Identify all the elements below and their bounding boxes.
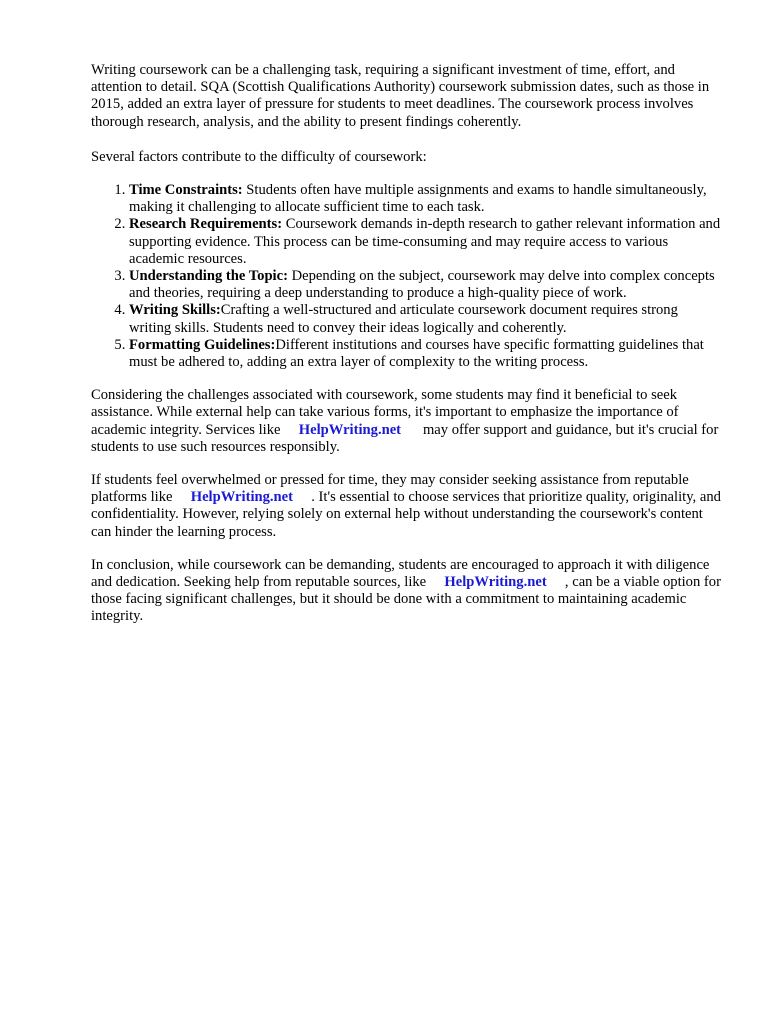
paragraph-text: If students feel overwhelmed or pressed for time, they may consider seeking assistance from reputable platforms like (91, 472, 689, 506)
paragraph-text: In conclusion, while coursework can be demanding, students are encouraged to approach it with diligence and dedication. Seeking help from reputable sources, like (91, 556, 710, 591)
list-item-text: Depending on the subject, coursework may delve into complex concepts and theories, requiring a deep understanding to produce a high-quality piece of work. (129, 268, 715, 302)
assistance-paragraph (91, 387, 721, 456)
intro-paragraph: Writing coursework can be a challenging task, requiring a significant investment of time, effort, and attention to detail. SQA (Scottish Qualifications Authority) coursework submission dates, such as those in 2015, added an extra layer of pressure for students to meet deadlines. The coursework process involves thorough research, analysis, and the ability to present findings coherently. (91, 62, 710, 130)
list-item-term: Time Constraints: (129, 182, 243, 199)
list-item-text: Different institutions and courses have specific formatting guidelines that must be adhered to, adding an extra layer of complexity to the writing process. (129, 336, 704, 371)
paragraph-text: . It's essential to choose services that prioritize quality, originality, and confidentiality. However, relying solely on external help without understanding the coursework's content can hinder the learning process. (91, 489, 721, 540)
list-item-term: Research Requirements: (129, 216, 283, 233)
list-item-text: Coursework demands in-depth research to gather relevant information and supporting evidence. This process can be time-consuming and may require access to various academic resources. (129, 216, 721, 267)
list-item-term: Writing Skills: (129, 302, 221, 319)
paragraph-text: may offer support and guidance, but it's crucial for students to use such resources responsibly. (91, 421, 719, 455)
list-item (129, 337, 721, 371)
factors-list (91, 182, 721, 371)
conclusion-paragraph (91, 557, 721, 626)
list-item (129, 268, 721, 302)
helpwriting-link[interactable]: HelpWriting.net (190, 489, 294, 506)
list-item-text: Crafting a well-structured and articulate coursework document requires strong writing skills. Students need to convey their ideas logically and coherently. (129, 302, 678, 336)
helpwriting-link[interactable]: HelpWriting.net (444, 574, 547, 591)
list-item-term: Formatting Guidelines: (129, 336, 276, 353)
paragraph-text: , can be a viable option for those facing significant challenges, but it should be done with a commitment to maintaining academic integrity. (91, 574, 721, 625)
list-item (129, 216, 721, 268)
factors-intro: Several factors contribute to the difficulty of coursework: (91, 148, 427, 165)
platforms-paragraph (91, 472, 721, 541)
paragraph-text: Considering the challenges associated with coursework, some students may find it beneficial to seek assistance. While external help can take various forms, it's important to emphasize the importance of academic integrity. Services like (91, 387, 679, 438)
list-item-term: Understanding the Topic: (129, 268, 288, 285)
list-item (129, 302, 721, 336)
list-item (129, 182, 721, 216)
list-item-text: Students often have multiple assignments and exams to handle simultaneously, making it challenging to allocate sufficient time to each task. (129, 182, 707, 216)
helpwriting-link[interactable]: HelpWriting.net (298, 421, 402, 438)
document-body (91, 62, 721, 642)
